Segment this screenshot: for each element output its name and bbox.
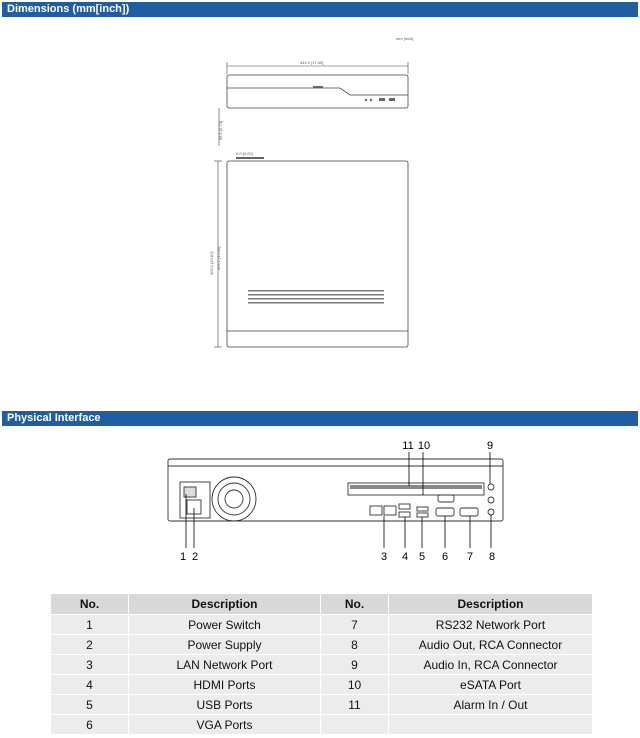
rs232-port xyxy=(460,508,478,516)
callout-7: 7 xyxy=(466,551,474,563)
table-cell: Power Switch xyxy=(129,615,321,635)
physical-interface-section-header: Physical Interface xyxy=(2,411,638,426)
table-row xyxy=(51,615,593,635)
usb-port-2 xyxy=(417,513,428,517)
audio-in-rca xyxy=(488,484,494,490)
callout-2: 2 xyxy=(191,551,199,563)
table-cell: 5 xyxy=(51,695,129,715)
alarm-terminal-pins xyxy=(350,485,482,489)
hdmi-port-2 xyxy=(399,512,410,517)
side-note: 0.0 [0.00] xyxy=(236,151,253,156)
header-no: No. xyxy=(51,594,129,615)
dimensions-section-header: Dimensions (mm[inch]) xyxy=(2,2,638,17)
header-no: No. xyxy=(321,594,389,615)
table-row xyxy=(51,655,593,675)
table-row xyxy=(51,715,593,735)
table-cell: 9 xyxy=(321,655,389,675)
height-dimension-label: 69.5 [2.74] xyxy=(218,121,223,140)
table-cell: LAN Network Port xyxy=(129,655,321,675)
esata-port xyxy=(438,495,454,502)
table-cell: HDMI Ports xyxy=(129,675,321,695)
usb-port-1 xyxy=(417,507,428,511)
lan-port-2 xyxy=(384,506,396,515)
interface-table xyxy=(50,593,593,735)
table-cell xyxy=(389,715,593,735)
table-cell: Audio In, RCA Connector xyxy=(389,655,593,675)
table-cell: eSATA Port xyxy=(389,675,593,695)
table-cell: VGA Ports xyxy=(129,715,321,735)
table-cell: 2 xyxy=(51,635,129,655)
rear-panel-drawing xyxy=(0,430,640,590)
table-cell: 1 xyxy=(51,615,129,635)
table-row xyxy=(51,695,593,715)
rear-panel-outline xyxy=(168,459,503,521)
depth-inner-label: 406.5 [16.00] xyxy=(216,246,221,270)
callout-3: 3 xyxy=(380,551,388,563)
table-cell: Alarm In / Out xyxy=(389,695,593,715)
front-view-logo xyxy=(313,86,323,88)
hdmi-port-1 xyxy=(399,504,410,509)
table-cell: USB Ports xyxy=(129,695,321,715)
top-view-outline xyxy=(227,161,408,347)
table-cell: Power Supply xyxy=(129,635,321,655)
header-description: Description xyxy=(129,594,321,615)
callout-5: 5 xyxy=(418,551,426,563)
table-cell: 4 xyxy=(51,675,129,695)
callout-1: 1 xyxy=(179,551,187,563)
header-description: Description xyxy=(389,594,593,615)
front-view-bezel-line xyxy=(227,88,408,95)
dimensions-drawing xyxy=(0,20,640,408)
audio-out-rca xyxy=(488,509,494,515)
table-header-row xyxy=(51,594,593,615)
table-cell: 6 xyxy=(51,715,129,735)
fan-icon xyxy=(212,477,256,521)
front-view-outline xyxy=(227,75,408,108)
table-cell: 3 xyxy=(51,655,129,675)
unit-note: mm [inch] xyxy=(396,36,414,41)
lan-port-1 xyxy=(370,506,382,515)
top-view-vents xyxy=(248,290,384,304)
table-cell: 8 xyxy=(321,635,389,655)
table-row xyxy=(51,675,593,695)
table-cell: Audio Out, RCA Connector xyxy=(389,635,593,655)
callout-8: 8 xyxy=(488,551,496,563)
table-row xyxy=(51,635,593,655)
width-dimension-label: 442.0 [17.40] xyxy=(300,60,324,65)
callout-11: 11 xyxy=(402,440,414,452)
table-cell: 10 xyxy=(321,675,389,695)
callout-6: 6 xyxy=(441,551,449,563)
table-cell xyxy=(321,715,389,735)
vga-port xyxy=(436,508,454,516)
callout-4: 4 xyxy=(401,551,409,563)
callout-9: 9 xyxy=(486,440,494,452)
callout-10: 10 xyxy=(417,440,431,452)
table-cell: 11 xyxy=(321,695,389,715)
table-cell: 7 xyxy=(321,615,389,635)
depth-outer-label: 403.1 [15.87] xyxy=(209,251,214,275)
table-cell: RS232 Network Port xyxy=(389,615,593,635)
